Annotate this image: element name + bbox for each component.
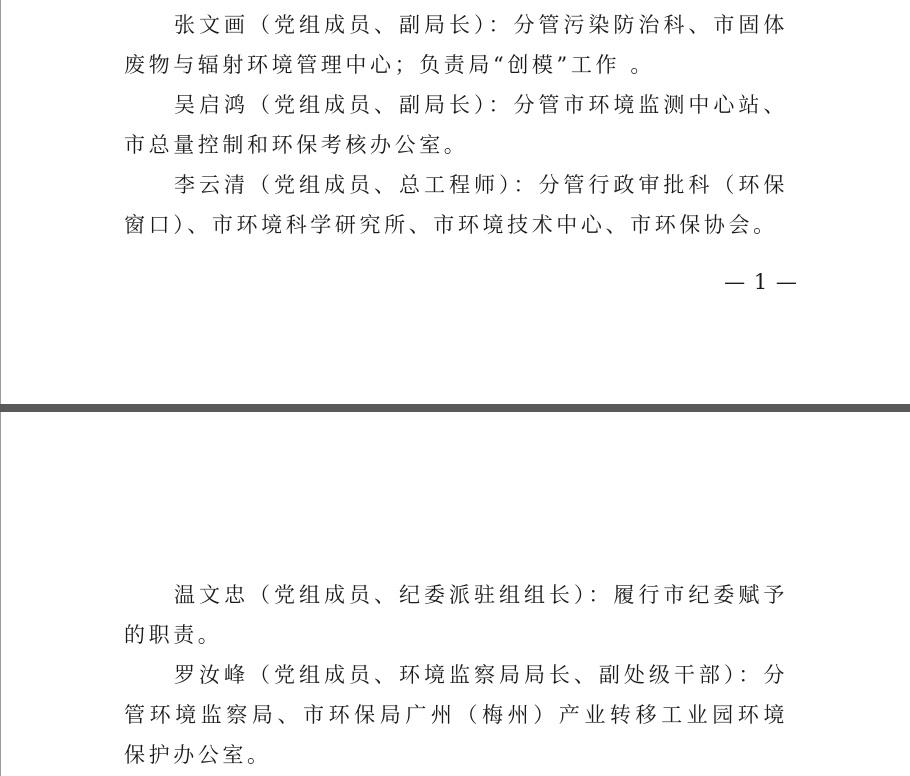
paragraph-li-yunqing: 李云清（党组成员、总工程师）：分管行政审批科（环保窗口）、市环境科学研究所、市环境技术中心、市环保协会。 [124,173,788,237]
page-number: — 1 — [724,270,798,294]
paragraph-wen-wenzhong: 温文忠（党组成员、纪委派驻组组长）：履行市纪委赋予的职责。 [124,583,788,647]
paragraph-luo-rufeng: 罗汝峰（党组成员、环境监察局局长、副处级干部）：分管环境监察局、市环保局广州（梅州）产业转移工业园环境保护办公室。 [124,663,788,767]
paragraph-wu-qihong: 吴启鸿（党组成员、副局长）：分管市环境监测中心站、市总量控制和环保考核办公室。 [124,93,788,157]
document-page-2 [0,412,910,776]
paragraph-zhang-wenhua: 张文画（党组成员、副局长）：分管污染防治科、市固体废物与辐射环境管理中心；负责局“创模”工作 。 [124,13,788,77]
page-separator [0,404,910,412]
